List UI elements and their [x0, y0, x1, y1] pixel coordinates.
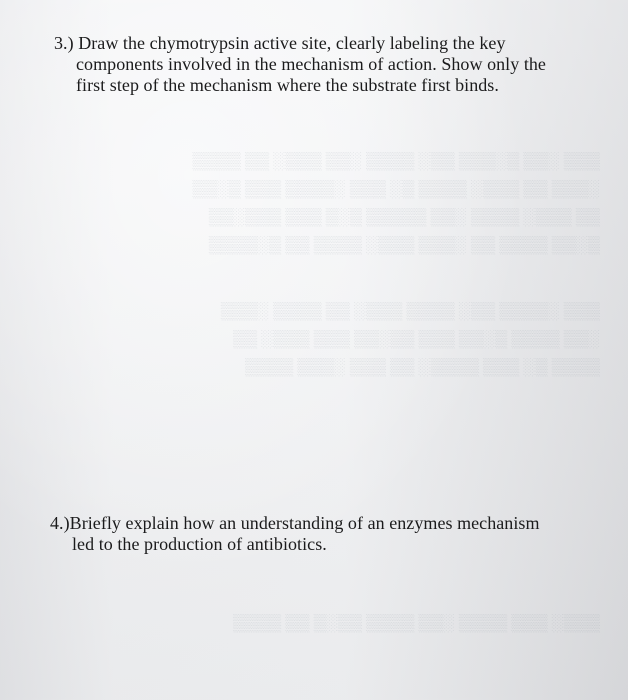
question-3-line-2: components involved in the mechanism of action. Show only the: [76, 54, 546, 74]
show-through-texture: ▒▒▒░ ▒▒▒ ▒▒▒▒ ░▒▒ ▒▒▒▒ ▒▒░▒ ▒▒ ▒▒▒▒: [233, 613, 600, 632]
question-3: [54, 33, 594, 96]
show-through-texture: ░▒▒ ▒▒▒▒ ▒░▒▒ ▒▒▒ ▒▒░▒▒ ▒▒▒ ▒▒▒░ ▒▒: [233, 329, 600, 348]
question-3-line-1: 3.) Draw the chymotrypsin active site, clearly labeling the key: [54, 33, 506, 53]
show-through-texture: ▒▒ ▒▒▒░ ▒▒▒▒ ░▒▒ ▒▒▒▒▒ ▒░▒ ▒▒▒ ▒▒▒░▒▒: [208, 207, 600, 226]
question-4: [50, 513, 610, 555]
question-3-line-3: first step of the mechanism where the substrate first binds.: [76, 75, 499, 95]
show-through-texture: ▒░▒▒ ▒▒▒▒ ▒▒ ░▒▒▒ ▒▒▒░ ▒▒▒▒ ▒▒ ▒░▒▒▒▒: [208, 235, 600, 254]
question-4-line-1: 4.)Briefly explain how an understanding of an enzymes mechanism: [50, 513, 540, 533]
show-through-texture: ▒▒▒ ░▒▒▒▒ ▒▒░ ▒▒▒▒ ▒▒▒░ ▒▒ ▒▒▒▒ ░▒▒▒: [220, 301, 600, 320]
show-through-texture: ▒▒▒ ░▒▒ ▒░▒▒▒ ▒▒░ ▒▒▒▒ ░▒▒ ▒▒▒░ ▒▒ ▒▒▒▒: [192, 151, 600, 170]
show-through-texture: ▒▒▒▒ ▒░ ▒▒▒ ▒▒▒▒░ ▒▒ ▒▒▒ ░▒▒▒ ▒▒▒▒: [245, 357, 600, 376]
question-4-line-2: led to the production of antibiotics.: [72, 534, 327, 554]
show-through-texture: ░▒▒▒ ▒▒ ▒▒▒░ ▒▒▒▒ ▒░ ▒▒▒ ░▒▒▒▒ ▒▒▒ ▒░▒▒: [192, 179, 600, 198]
